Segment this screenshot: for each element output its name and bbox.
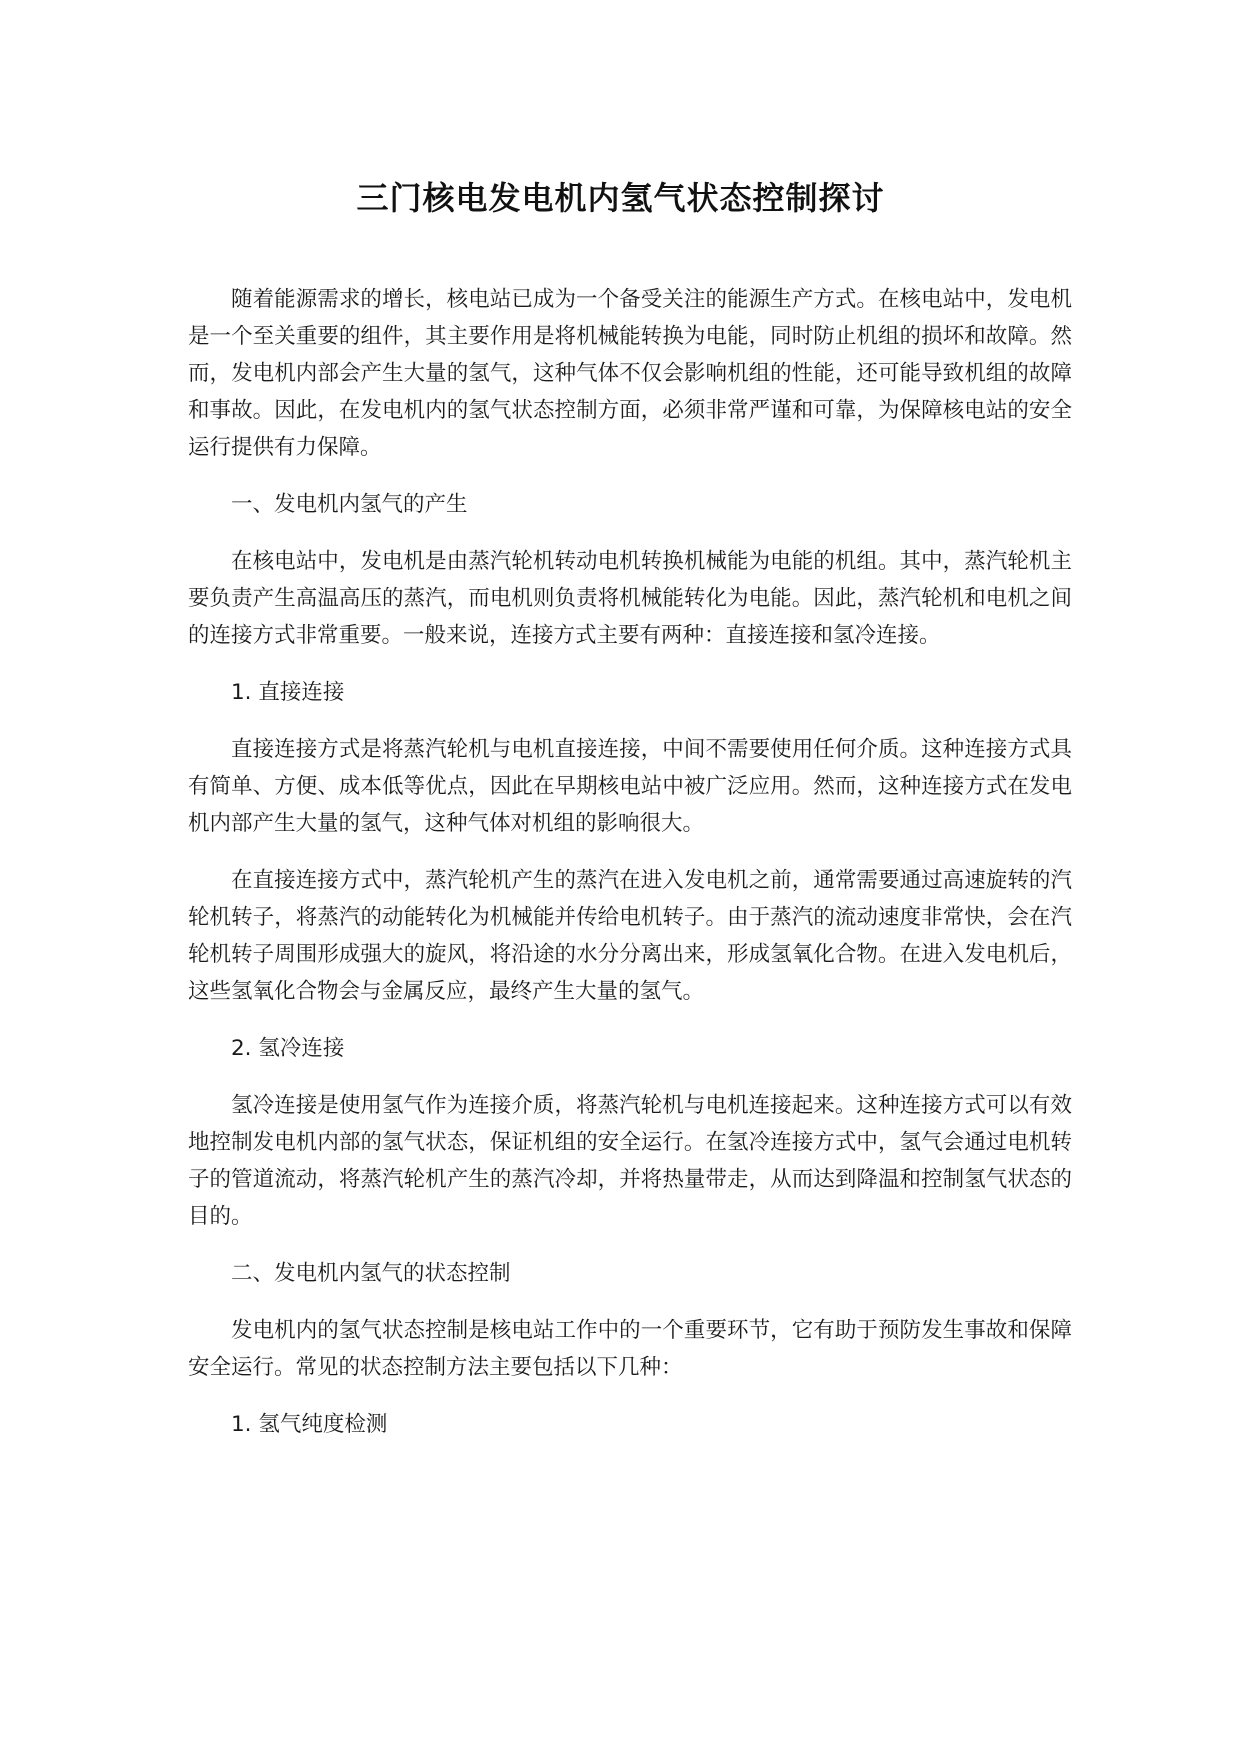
- document-body: [188, 281, 1072, 1443]
- paragraph-direct-connection: 直接连接方式是将蒸汽轮机与电机直接连接，中间不需要使用任何介质。这种连接方式具有简单、方便、成本低等优点，因此在早期核电站中被广泛应用。然而，这种连接方式在发电机内部产生大量的氢气，这种气体对机组的影响很大。: [188, 737, 1072, 836]
- section-heading-1: 一、发电机内氢气的产生: [231, 492, 468, 517]
- document-title: 三门核电发电机内氢气状态控制探讨: [356, 179, 885, 217]
- paragraph-generation: 在核电站中，发电机是由蒸汽轮机转动电机转换机械能为电能的机组。其中，蒸汽轮机主要负责产生高温高压的蒸汽，而电机则负责将机械能转化为电能。因此，蒸汽轮机和电机之间的连接方式非常重要。一般来说，连接方式主要有两种：直接连接和氢冷连接。: [188, 549, 1072, 648]
- paragraph-state-control: 发电机内的氢气状态控制是核电站工作中的一个重要环节，它有助于预防发生事故和保障安全运行。常见的状态控制方法主要包括以下几种：: [188, 1318, 1072, 1380]
- paragraph-direct-connection-detail: 在直接连接方式中，蒸汽轮机产生的蒸汽在进入发电机之前，通常需要通过高速旋转的汽轮机转子，将蒸汽的动能转化为机械能并传给电机转子。由于蒸汽的流动速度非常快，会在汽轮机转子周围形成强大的旋风，将沿途的水分分离出来，形成氢氧化合物。在进入发电机后，这些氢氧化合物会与金属反应，最终产生大量的氢气。: [188, 868, 1072, 1004]
- paragraph-intro: 随着能源需求的增长，核电站已成为一个备受关注的能源生产方式。在核电站中，发电机是一个至关重要的组件，其主要作用是将机械能转换为电能，同时防止机组的损坏和故障。然而，发电机内部会产生大量的氢气，这种气体不仅会影响机组的性能，还可能导致机组的故障和事故。因此，在发电机内的氢气状态控制方面，必须非常严谨和可靠，为保障核电站的安全运行提供有力保障。: [188, 287, 1072, 460]
- section-heading-2: 二、发电机内氢气的状态控制: [231, 1261, 511, 1286]
- subheading-hydrogen-cooling: 2. 氢冷连接: [231, 1036, 345, 1061]
- paragraph-hydrogen-cooling: 氢冷连接是使用氢气作为连接介质，将蒸汽轮机与电机连接起来。这种连接方式可以有效地控制发电机内部的氢气状态，保证机组的安全运行。在氢冷连接方式中，氢气会通过电机转子的管道流动，将蒸汽轮机产生的蒸汽冷却，并将热量带走，从而达到降温和控制氢气状态的目的。: [188, 1093, 1072, 1229]
- subheading-direct-connection: 1. 直接连接: [231, 680, 345, 705]
- subheading-purity-detection: 1. 氢气纯度检测: [231, 1412, 388, 1437]
